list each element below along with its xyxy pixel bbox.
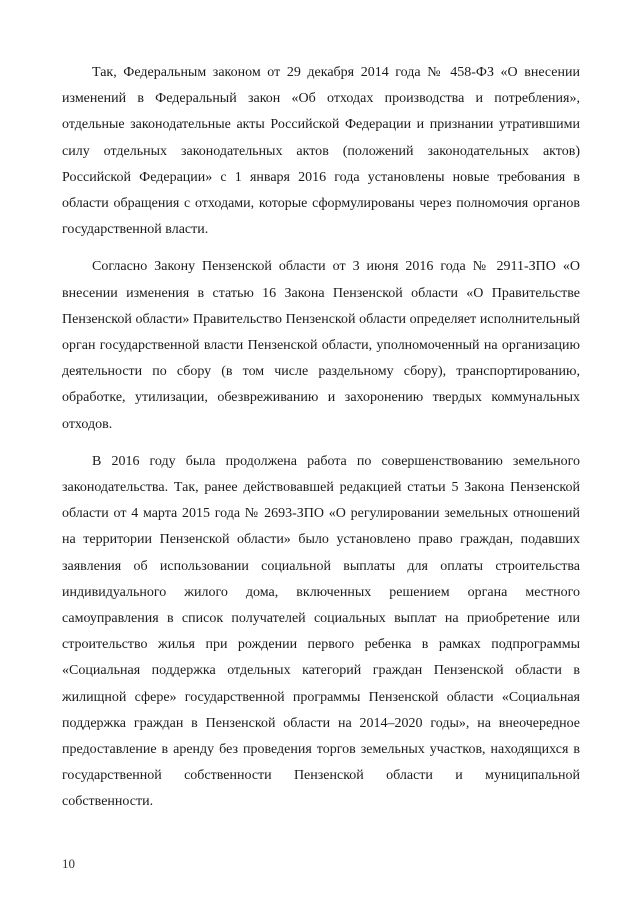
page-body: [62, 60, 580, 827]
paragraph-land-legislation: В 2016 году была продолжена работа по совершенствованию земельного законодательства. Так, ранее действовавшей редакцией статьи 5 Закона Пензенской области от 4 марта 2015 года № 2693-ЗПО «О регулировании земельных отношений на территории Пензенской области» было установлено право граждан, подавших заявления об использовании социальной выплаты для оплаты строительства индивидуального жилого дома, включенных решением органа местного самоуправления в список получателей социальных выплат на приобретение или строительство жилья при рождении первого ребенка в рамках подпрограммы «Социальная поддержка отдельных категорий граждан Пензенской области в жилищной сфере» государственной программы Пензенской области «Социальная поддержка граждан в Пензенской области на 2014–2020 годы», на внеочередное предоставление в аренду без проведения торгов земельных участков, находящихся в государственной собственности Пензенской области и муниципальной собственности.: [62, 453, 580, 810]
paragraph-penza-government: Согласно Закону Пензенской области от 3 июня 2016 года № 2911-ЗПО «О внесении изменения в статью 16 Закона Пензенской области «О Правительстве Пензенской области» Правительство Пензенской области определяет исполнительный орган государственной власти Пензенской области, уполномоченный на организацию деятельности по сбору (в том числе раздельному сбору), транспортированию, обработке, утилизации, обезвреживанию и захоронению твердых коммунальных отходов.: [62, 259, 580, 432]
paragraph-waste-law: Так, Федеральным законом от 29 декабря 2014 года № 458-ФЗ «О внесении изменений в Федеральный закон «Об отходах производства и потребления», отдельные законодательные акты Российской Федерации и признании утратившими силу отдельных законодательных актов (положений законодательных актов) Российской Федерации» с 1 января 2016 года установлены новые требования в области обращения с отходами, которые сформулированы через полномочия органов государственной власти.: [62, 65, 580, 238]
page-number: 10: [62, 856, 75, 871]
